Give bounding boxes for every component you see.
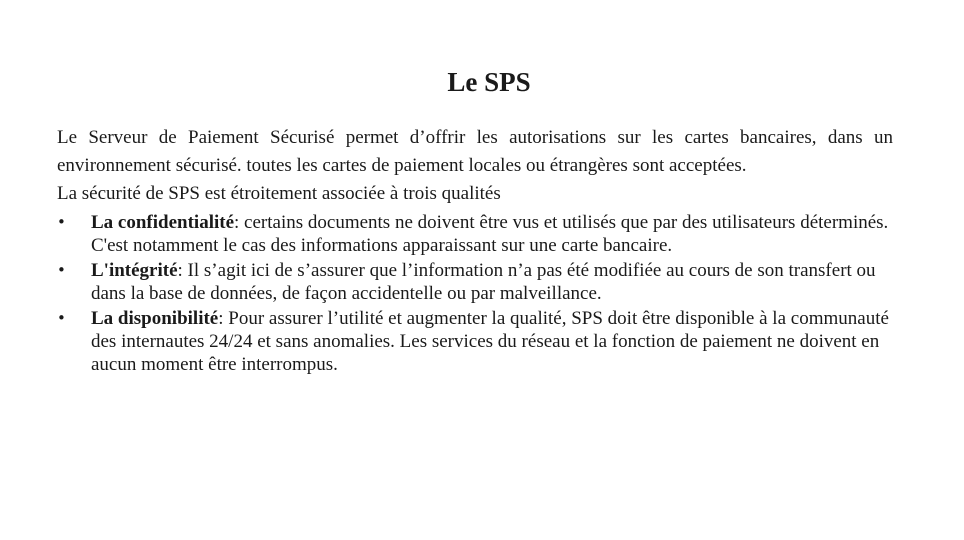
intro-paragraph: Le Serveur de Paiement Sécurisé permet d’offrir les autorisations sur les cartes bancaires, dans un environnement sécurisé. toutes les cartes de paiement locales ou étrangères sont acceptées. bbox=[57, 127, 893, 176]
text-availability: : Pour assurer l’utilité et augmenter la qualité, SPS doit être disponible à la communauté des internautes 24/24 et sans anomalies. Les services du réseau et la fonction de paiement ne doivent en aucun moment être interrompus. bbox=[91, 308, 889, 375]
list-item-integrity bbox=[57, 259, 893, 305]
slide-content bbox=[57, 124, 893, 376]
text-confidentiality: : certains documents ne doivent être vus et utilisés que par des utilisateurs déterminés. C'est notamment le cas des informations apparaissant sur une carte bancaire. bbox=[91, 212, 889, 256]
term-confidentiality: La confidentialité bbox=[91, 212, 235, 233]
bullet-icon: • bbox=[57, 261, 66, 279]
qualities-list bbox=[57, 211, 893, 376]
term-integrity: L'intégrité bbox=[91, 260, 178, 281]
bullet-icon: • bbox=[57, 213, 66, 231]
slide-title: Le SPS bbox=[447, 67, 531, 97]
lead-sentence: La sécurité de SPS est étroitement associée à trois qualités bbox=[57, 183, 501, 204]
term-availability: La disponibilité bbox=[91, 308, 219, 329]
list-item-confidentiality bbox=[57, 211, 893, 257]
text-integrity: : Il s’agit ici de s’assurer que l’information n’a pas été modifiée au cours de son transfert ou dans la base de données, de façon accidentelle ou par malveillance. bbox=[91, 260, 876, 304]
bullet-icon: • bbox=[57, 309, 66, 327]
list-item-availability bbox=[57, 307, 893, 376]
